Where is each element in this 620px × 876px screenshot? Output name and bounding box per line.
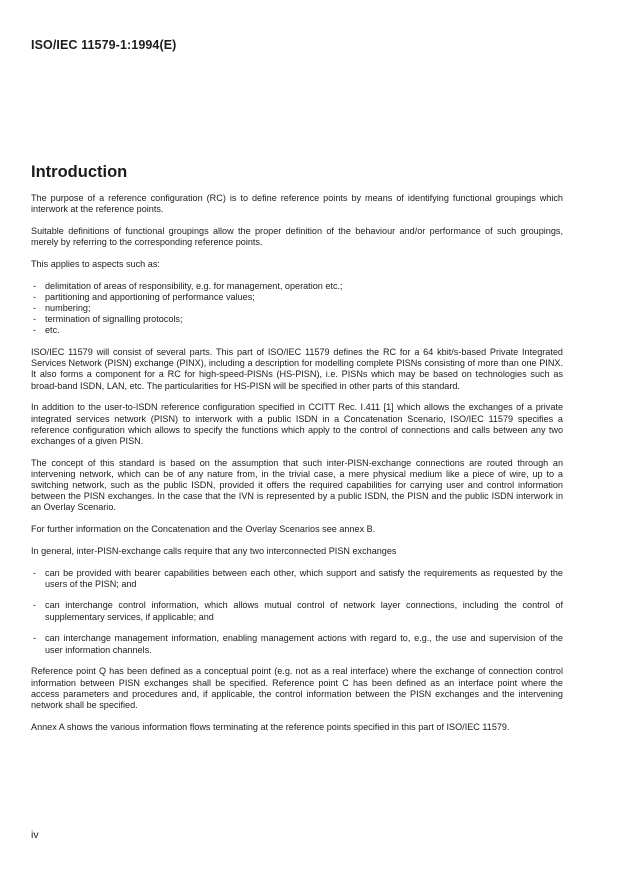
paragraph: Reference point Q has been defined as a conceptual point (e.g. not as a real interface) where the exchange of connection control information between PISN exchanges shall be specified. Reference point C has been defined as an interface point where the access parameters and procedures and, if applicable, the control information between the PISN exchanges and the intervening network shall be specified. (31, 666, 563, 710)
document-body (31, 193, 563, 743)
list-item: - can interchange control information, which allows mutual control of network layer connections, including the control of supplementary services, if applicable; and (31, 600, 563, 622)
document-id: ISO/IEC 11579-1:1994(E) (31, 38, 177, 52)
paragraph: The concept of this standard is based on the assumption that such inter-PISN-exchange connections are routed through an intervening network, which can be of any nature from, in the trivial case, a mere physical medium like a piece of wire, up to a switching network, such as the public ISDN, provided it offers the required capabilities for carrying user and control information between the PISN exchanges. In the case that the IVN is represented by a public ISDN, the PISN and the public ISDN interwork in an Overlay Scenario. (31, 457, 563, 513)
paragraph: This applies to aspects such as: (31, 258, 160, 269)
list-item: - partitioning and apportioning of performance values; (31, 292, 563, 303)
paragraph: Suitable definitions of functional groupings allow the proper definition of the behaviour and/or performance of such groupings, merely by referring to the corresponding reference points. (31, 225, 563, 248)
list-item: - etc. (31, 325, 563, 336)
paragraph: In addition to the user-to-ISDN reference configuration specified in CCITT Rec. I.411 [1] which allows the exchanges of a private integrated services network (PISN) to interwork with a public ISDN in a Concatenation Scenario, ISO/IEC 11579 specifies a reference configuration which allows to specify the functions which apply to the control of connections and calls between any two exchanges of a given PISN. (31, 402, 563, 446)
aspects-list (31, 281, 563, 337)
list-item: - can be provided with bearer capabilities between each other, which support and satisfy the requirements as requested by the users of the PISN; and (31, 568, 563, 590)
list-item: - termination of signalling protocols; (31, 314, 563, 325)
paragraph: For further information on the Concatenation and the Overlay Scenarios see annex B. (31, 524, 376, 535)
list-item: - delimitation of areas of responsibility, e.g. for management, operation etc.; (31, 281, 563, 292)
requirements-list (31, 568, 563, 656)
list-item: - can interchange management information, enabling management actions with regard to, e.g., the use and supervision of the user information channels. (31, 633, 563, 655)
paragraph: ISO/IEC 11579 will consist of several parts. This part of ISO/IEC 11579 defines the RC for a 64 kbit/s-based Private Integrated Services Network (PISN) exchange (PINX), including a description for modelling complete PISNs consisting of more than one PINX. It also forms a component for a RC for high-speed-PISNs (HS-PISN), i.e. PISNs which may be based on technologies such as broad-band ISDN, LAN, etc. The particularities for HS-PISN will be specified in other parts of this standard. (31, 347, 563, 391)
paragraph: The purpose of a reference configuration (RC) is to define reference points by means of identifying functional groupings which interwork at the reference points. (31, 193, 563, 215)
paragraph: In general, inter-PISN-exchange calls require that any two interconnected PISN exchanges (31, 545, 397, 556)
page-number: iv (31, 829, 39, 841)
list-item: - numbering; (31, 303, 563, 314)
section-title: Introduction (31, 163, 128, 181)
paragraph: Annex A shows the various information flows terminating at the reference points specified in this part of ISO/IEC 11579. (31, 721, 510, 732)
